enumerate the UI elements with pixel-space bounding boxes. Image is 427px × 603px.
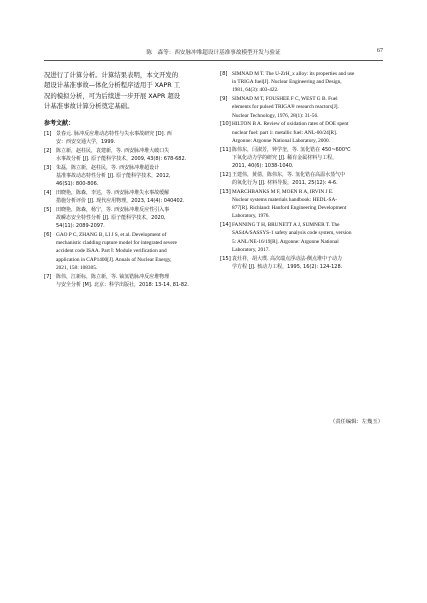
conclusion-line: 况进行了计算分析。计算结果表明，本文开发的 — [44, 71, 179, 79]
reference-text-line: SIMNAD M T. The U-ZrH_x alloy: its properties and use — [232, 71, 355, 77]
reference-text-line: Argonne: Argonne National Laboratory, 2000. — [232, 137, 331, 144]
reference-text-line: SIMNAD M T, FOUSHEE F C, WEST G B. Fuel — [232, 96, 338, 103]
running-header — [0, 0, 427, 68]
left-column — [44, 70, 210, 290]
conclusion-line: 超设计基准事故—体化分析程序适用于 XAPR 工 — [44, 81, 181, 90]
reference-entry — [44, 206, 210, 231]
reference-number: [11] — [220, 146, 231, 153]
reference-number: [5] — [44, 206, 52, 213]
reference-text-line: FANNING T H, BRUNETT A J, SUMNER T. The — [232, 222, 340, 229]
conclusion-paragraph — [44, 70, 210, 112]
reference-text-line: Laboratory, 1976. — [232, 213, 270, 220]
reference-text-line: 田晓艳，陈森，杨宁，等. 西安脉冲堆反应性引入事 — [56, 206, 170, 213]
reference-text-line: application in CAP1400[J]. Annals of Nuclear Energy, — [56, 256, 172, 263]
reference-entry — [44, 231, 210, 272]
reference-text-line: 安：西安交通大学，1999. — [56, 138, 116, 145]
reference-number: [8] — [220, 71, 228, 77]
conclusion-line: 况的模拟分析，可为后续进一步开展 XAPR 超设 — [44, 91, 181, 100]
reference-entry — [220, 70, 383, 95]
reference-number: [4] — [44, 189, 52, 196]
reference-number: [12] — [220, 171, 231, 178]
reference-text-line: 措施分析评价 [J]. 现代应用物理，2023, 14(4): 040402. — [56, 198, 185, 205]
reference-text-line: 46(S1): 800-806. — [56, 181, 99, 188]
page-number: 67 — [377, 48, 383, 54]
reference-entry — [220, 188, 383, 221]
reference-number: [2] — [44, 147, 52, 154]
reference-text-line: 2011, 40(6): 1038-1040. — [232, 163, 294, 170]
reference-text-line: 与安全分析 [M]. 北京：科学出版社，2018: 13-14, 81-82. — [56, 281, 189, 288]
reference-number: [7] — [44, 273, 52, 280]
conclusion-line: 计基准事故计算分析奠定基础。 — [44, 102, 134, 111]
reference-text-line: 54(11): 2089-2097. — [56, 223, 105, 230]
reference-entry — [44, 273, 210, 289]
reference-text-line: Laboratory, 2017. — [232, 246, 270, 253]
reference-text-line: nuclear fuel: part 1: metallic fuel: ANL-00/24[R]. — [232, 129, 338, 136]
reference-number: [9] — [220, 96, 228, 103]
reference-entry — [220, 146, 383, 171]
reference-text-line: elements for pulsed TRIGA® research reactors[J]. — [232, 104, 339, 111]
reference-text-line: HILTON B A. Review of oxidation rates of DOE spent — [232, 121, 349, 128]
reference-text-line: 田晓艳，陈森，李达，等. 西安脉冲堆失水事故缓解 — [56, 189, 170, 196]
reference-entry — [220, 255, 383, 271]
reference-text-line: Nuclear Technology, 1976, 28(1): 31-56. — [232, 112, 319, 119]
reference-text-line: 下氧化动力学的研究 [J]. 稀有金属材料与工程， — [232, 154, 338, 161]
reference-text-line: 学方程 [J]. 核动力工程，1995, 16(2): 124-128. — [232, 263, 343, 270]
reference-entry — [220, 171, 383, 187]
responsible-editor: （责任编辑：左幾玉） — [330, 419, 383, 425]
reference-number: [1] — [44, 130, 52, 137]
running-title: 陈 森等：西安脉冲堆超设计基准事故模型开发与验证 — [146, 50, 281, 56]
references-heading: 参考文献： — [44, 119, 75, 127]
reference-text-line: 袁灶祥，胡大璞. 高次端点浮动法-侧点堆中子动力 — [232, 255, 342, 262]
reference-text-line: accident code ISAA. Part Ⅰ: Module verification and — [56, 248, 167, 255]
reference-text-line: Nuclear systems materials handbook: HEDL-SA- — [232, 197, 338, 204]
reference-text-line: 水事故分析 [J]. 原子能科学技术，2009, 43(8): 678-682. — [56, 155, 187, 162]
reference-text-line: 朱磊，陈立新，赵柱民，等. 西安脉冲堆超设计 — [56, 164, 160, 171]
reference-text-line: 877[R]. Richland: Hanford Engineering Development — [232, 205, 347, 212]
header-rule — [44, 60, 383, 61]
reference-text-line: SAS4A/SASSYS-1 safety analysis code system, version — [232, 230, 352, 237]
reference-text-line: in TRIGA fuel[J]. Nuclear Engineering and Design, — [232, 79, 342, 86]
right-column — [220, 70, 383, 272]
reference-text-line: 陈立新，赵柱民，袁建新，等. 西安脉冲堆大破口失 — [56, 147, 170, 154]
reference-text-line: 陈伟东，闫淑芳，钟学奎，等. 氢化锆在 450~600℃ — [232, 146, 351, 153]
reference-text-line: 基准事故动态特性分析 [J]. 原子能科学技术，2012, — [56, 172, 171, 179]
reference-entry — [44, 164, 210, 189]
reference-entry — [44, 130, 210, 146]
reference-entry — [220, 95, 383, 120]
reference-text-line: 王建伟，黄倩，陈伟东，等. 氢化锆在高温水蒸气中 — [232, 171, 346, 178]
reference-text-line: GAO P C, ZHANG B, LI J S, et al. Development of — [56, 232, 167, 239]
reference-text-line: 5: ANL/NE-16/19[R]. Argonne: Argonne National — [232, 238, 339, 245]
reference-text-line: 故瞬态安全特性分析 [J]. 原子能科学技术，2020, — [56, 215, 166, 222]
reference-number: [15] — [220, 255, 231, 262]
reference-number: [6] — [44, 232, 52, 239]
reference-text-line: mechanistic cladding rupture model for integrated severe — [56, 240, 177, 247]
reference-entry — [220, 221, 383, 254]
reference-number: [10] — [220, 121, 231, 128]
reference-text-line: 陈伟，江新标，陈立新，等. 铀氢锆脉冲反应堆物理 — [56, 273, 170, 280]
reference-entry — [44, 147, 210, 163]
reference-number: [14] — [220, 222, 231, 229]
reference-number: [3] — [44, 164, 52, 171]
reference-text-line: MARCHBANKS M F, MOEN R A, IRVIN J E. — [232, 188, 334, 195]
reference-list-left — [44, 130, 210, 289]
reference-text-line: 的氧化行为 [J]. 材料导报，2011, 25(12): 4-6. — [232, 180, 338, 187]
reference-list-right — [220, 70, 383, 271]
reference-number: [13] — [220, 188, 231, 195]
reference-entry — [44, 189, 210, 205]
reference-text-line: 景春元. 脉冲反应堆动态特性与失水事故研究 [D]. 西 — [56, 130, 172, 137]
reference-text-line: 1981, 64(3): 403-422. — [232, 87, 279, 94]
reference-text-line: 2021, 158: 108305. — [56, 264, 98, 271]
reference-entry — [220, 120, 383, 145]
